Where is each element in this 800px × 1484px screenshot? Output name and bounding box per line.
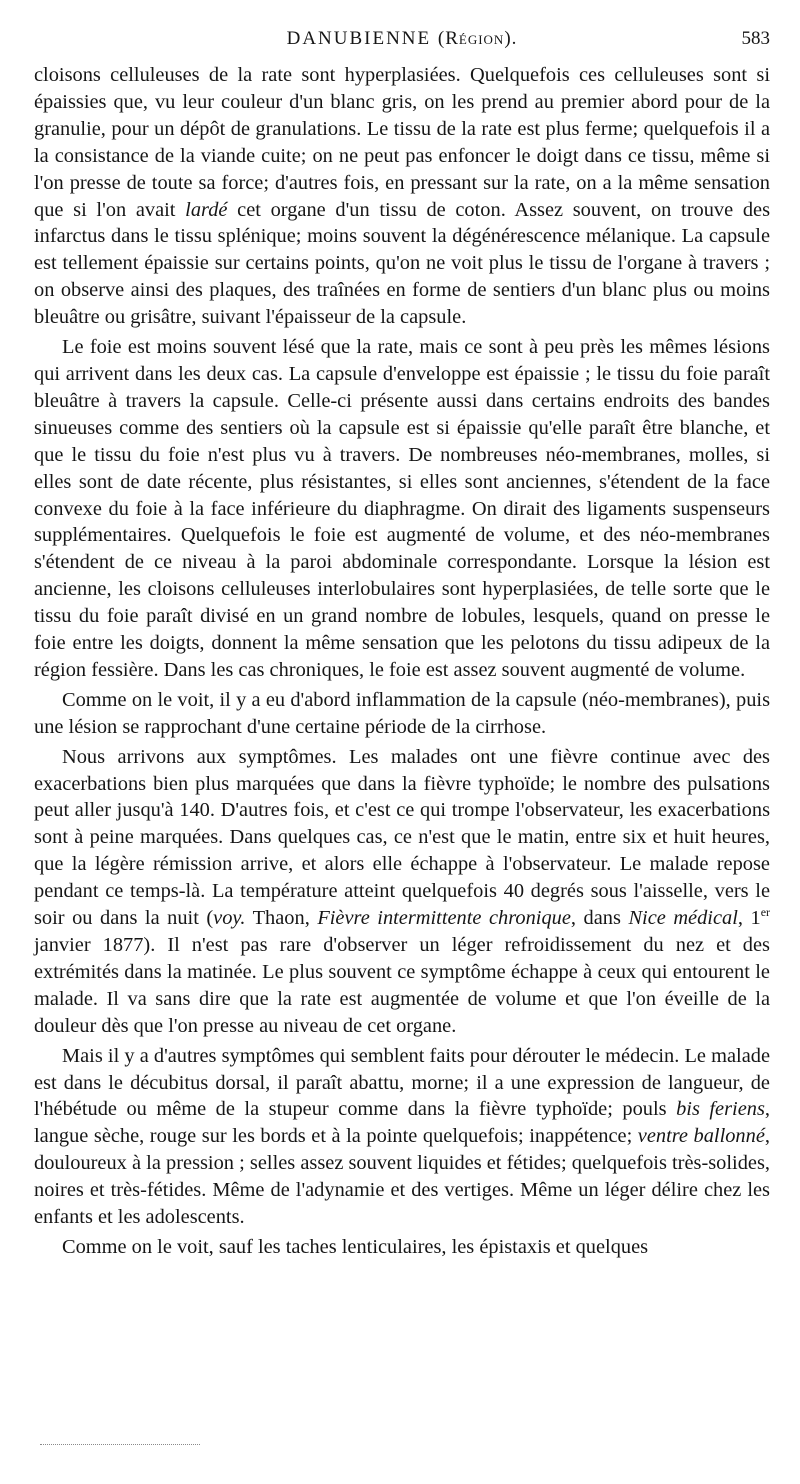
paragraph-p1 [34,62,770,331]
page-number: 583 [741,28,770,49]
text-run: , 1 [737,907,761,930]
text-run: Nous arrivons aux symptômes. Les malades ont une fièvre continue avec des exacerbations bien plus marquées que dans la fièvre typhoïde; le nombre des pulsations peut aller jusqu'à 140. D'autres fois, et c'est ce qui trompe l'observateur, les exacerbations sont à peine marquées. Dans quelques cas, ce n'est que le matin, entre six et huit heures, que la légère rémission arrive, et alors elle échappe à l'observateur. Le malade repose pendant ce temps-là. La température atteint quelquefois 40 degrés sous l'aisselle, vers le soir ou dans la nuit ( [34,745,770,930]
paragraph-p4 [34,744,770,1040]
text-run: , langue sèche, rouge sur les bords et à la pointe quelquefois; inappétence; [34,1098,771,1148]
text-run: Comme on le voit, sauf les taches lenticulaires, les épistaxis et quelques [62,1235,649,1258]
italic-text: ventre ballonné [637,1125,765,1148]
running-title: DANUBIENNE [286,28,432,49]
italic-text: lardé [185,198,228,221]
paragraph-p2 [34,334,770,684]
text-run: janvier 1877). Il n'est pas rare d'observer un léger refroidissement du nez et des extrémités dans la matinée. Le plus souvent ce symptôme échappe à ceux qui entourent le malade. Il va sans dire que la rate est augmentée de volume et que l'on éveille de la douleur dès que l'on presse au niveau de cet organe. [34,934,770,1037]
italic-text: voy. [213,907,246,930]
text-run: , dans [570,907,629,930]
paragraph-p5 [34,1043,770,1231]
superscript-text: er [760,905,771,920]
text-run: cet organe d'un tissu de coton. Assez souvent, on trouve des infarctus dans le tissu splénique; moins souvent la dégénérescence mélanique. La capsule est tellement épaissie sur certains points, qu'on ne voit plus le tissu de l'organe à travers ; on observe ainsi des plaques, des traînées en forme de sentiers d'un blanc plus ou moins bleuâtre ou grisâtre, suivant l'épaisseur de la capsule. [34,198,771,329]
italic-text: Fièvre intermittente chronique [317,907,571,930]
region-label: (Région). [437,28,518,49]
body-text [34,62,770,1261]
text-run: Mais il y a d'autres symptômes qui semblent faits pour dérouter le médecin. Le malade est dans le décubitus dorsal, il paraît abattu, morne; il a une expression de langueur, de l'hébétude ou même de la stupeur comme dans la fièvre typhoïde; pouls [34,1044,770,1121]
paragraph-p3 [34,687,770,741]
text-run: Thaon, [245,907,318,930]
text-run: , douloureux à la pression ; selles assez souvent liquides et fétides; quelquefois très-solides, noires et très-fétides. Même de l'adynamie et des vertiges. Même un léger délire chez les enfants et les adolescents. [34,1125,770,1229]
italic-text: Nice médical [628,907,738,930]
running-head [34,28,770,50]
italic-text: bis feriens [676,1098,765,1121]
text-run: Le foie est moins souvent lésé que la rate, mais ce sont à peu près les mêmes lésions qui arrivent dans les deux cas. La capsule d'enveloppe est épaissie ; le tissu du foie paraît bleuâtre à travers la capsule. Celle-ci présente aussi dans certains endroits des bandes sinueuses comme des sentiers où la capsule est si épaissie qu'elle paraît être blanche, et que le tissu du foie n'est plus vu à travers. De nombreuses néo-membranes, molles, si elles sont de date récente, plus résistantes, si elles sont anciennes, s'étendent de la face convexe du foie à la face inférieure du diaphragme. On dirait des ligaments suspenseurs supplémentaires. Quelquefois le foie est augmenté de volume, et des néo-membranes s'étendent de ce niveau à la paroi abdominale correspondante. Lorsque la lésion est ancienne, les cloisons celluleuses interlobulaires sont hyperplasiées, de telle sorte que le tissu du foie paraît divisé en un grand nombre de lobules, lesquels, quand on presse le foie entre les doigts, donnent la même sensation que les pelotons du tissu adipeux de la région fessière. Dans les cas chroniques, le foie est assez souvent augmenté de volume. [34,336,770,681]
page-header [34,28,770,58]
paragraph-p6 [34,1234,770,1261]
text-run: cloisons celluleuses de la rate sont hyperplasiées. Quelquefois ces celluleuses sont si épaissies que, vu leur couleur d'un blanc gris, on les prend au premier abord pour de la granulie, pour un dépôt de granulations. Le tissu de la rate est plus ferme; quelquefois il a la consistance de la viande cuite; on ne peut pas enfoncer le doigt dans ce tissu, même si l'on presse de toute sa force; d'autres fois, en pressant sur la rate, on a la même sensation que si l'on avait [34,64,770,221]
footer-rule [40,1444,200,1445]
text-run: Comme on le voit, il y a eu d'abord inflammation de la capsule (néo-membranes), puis une lésion se rapprochant d'une certaine période de la cirrhose. [34,688,770,738]
